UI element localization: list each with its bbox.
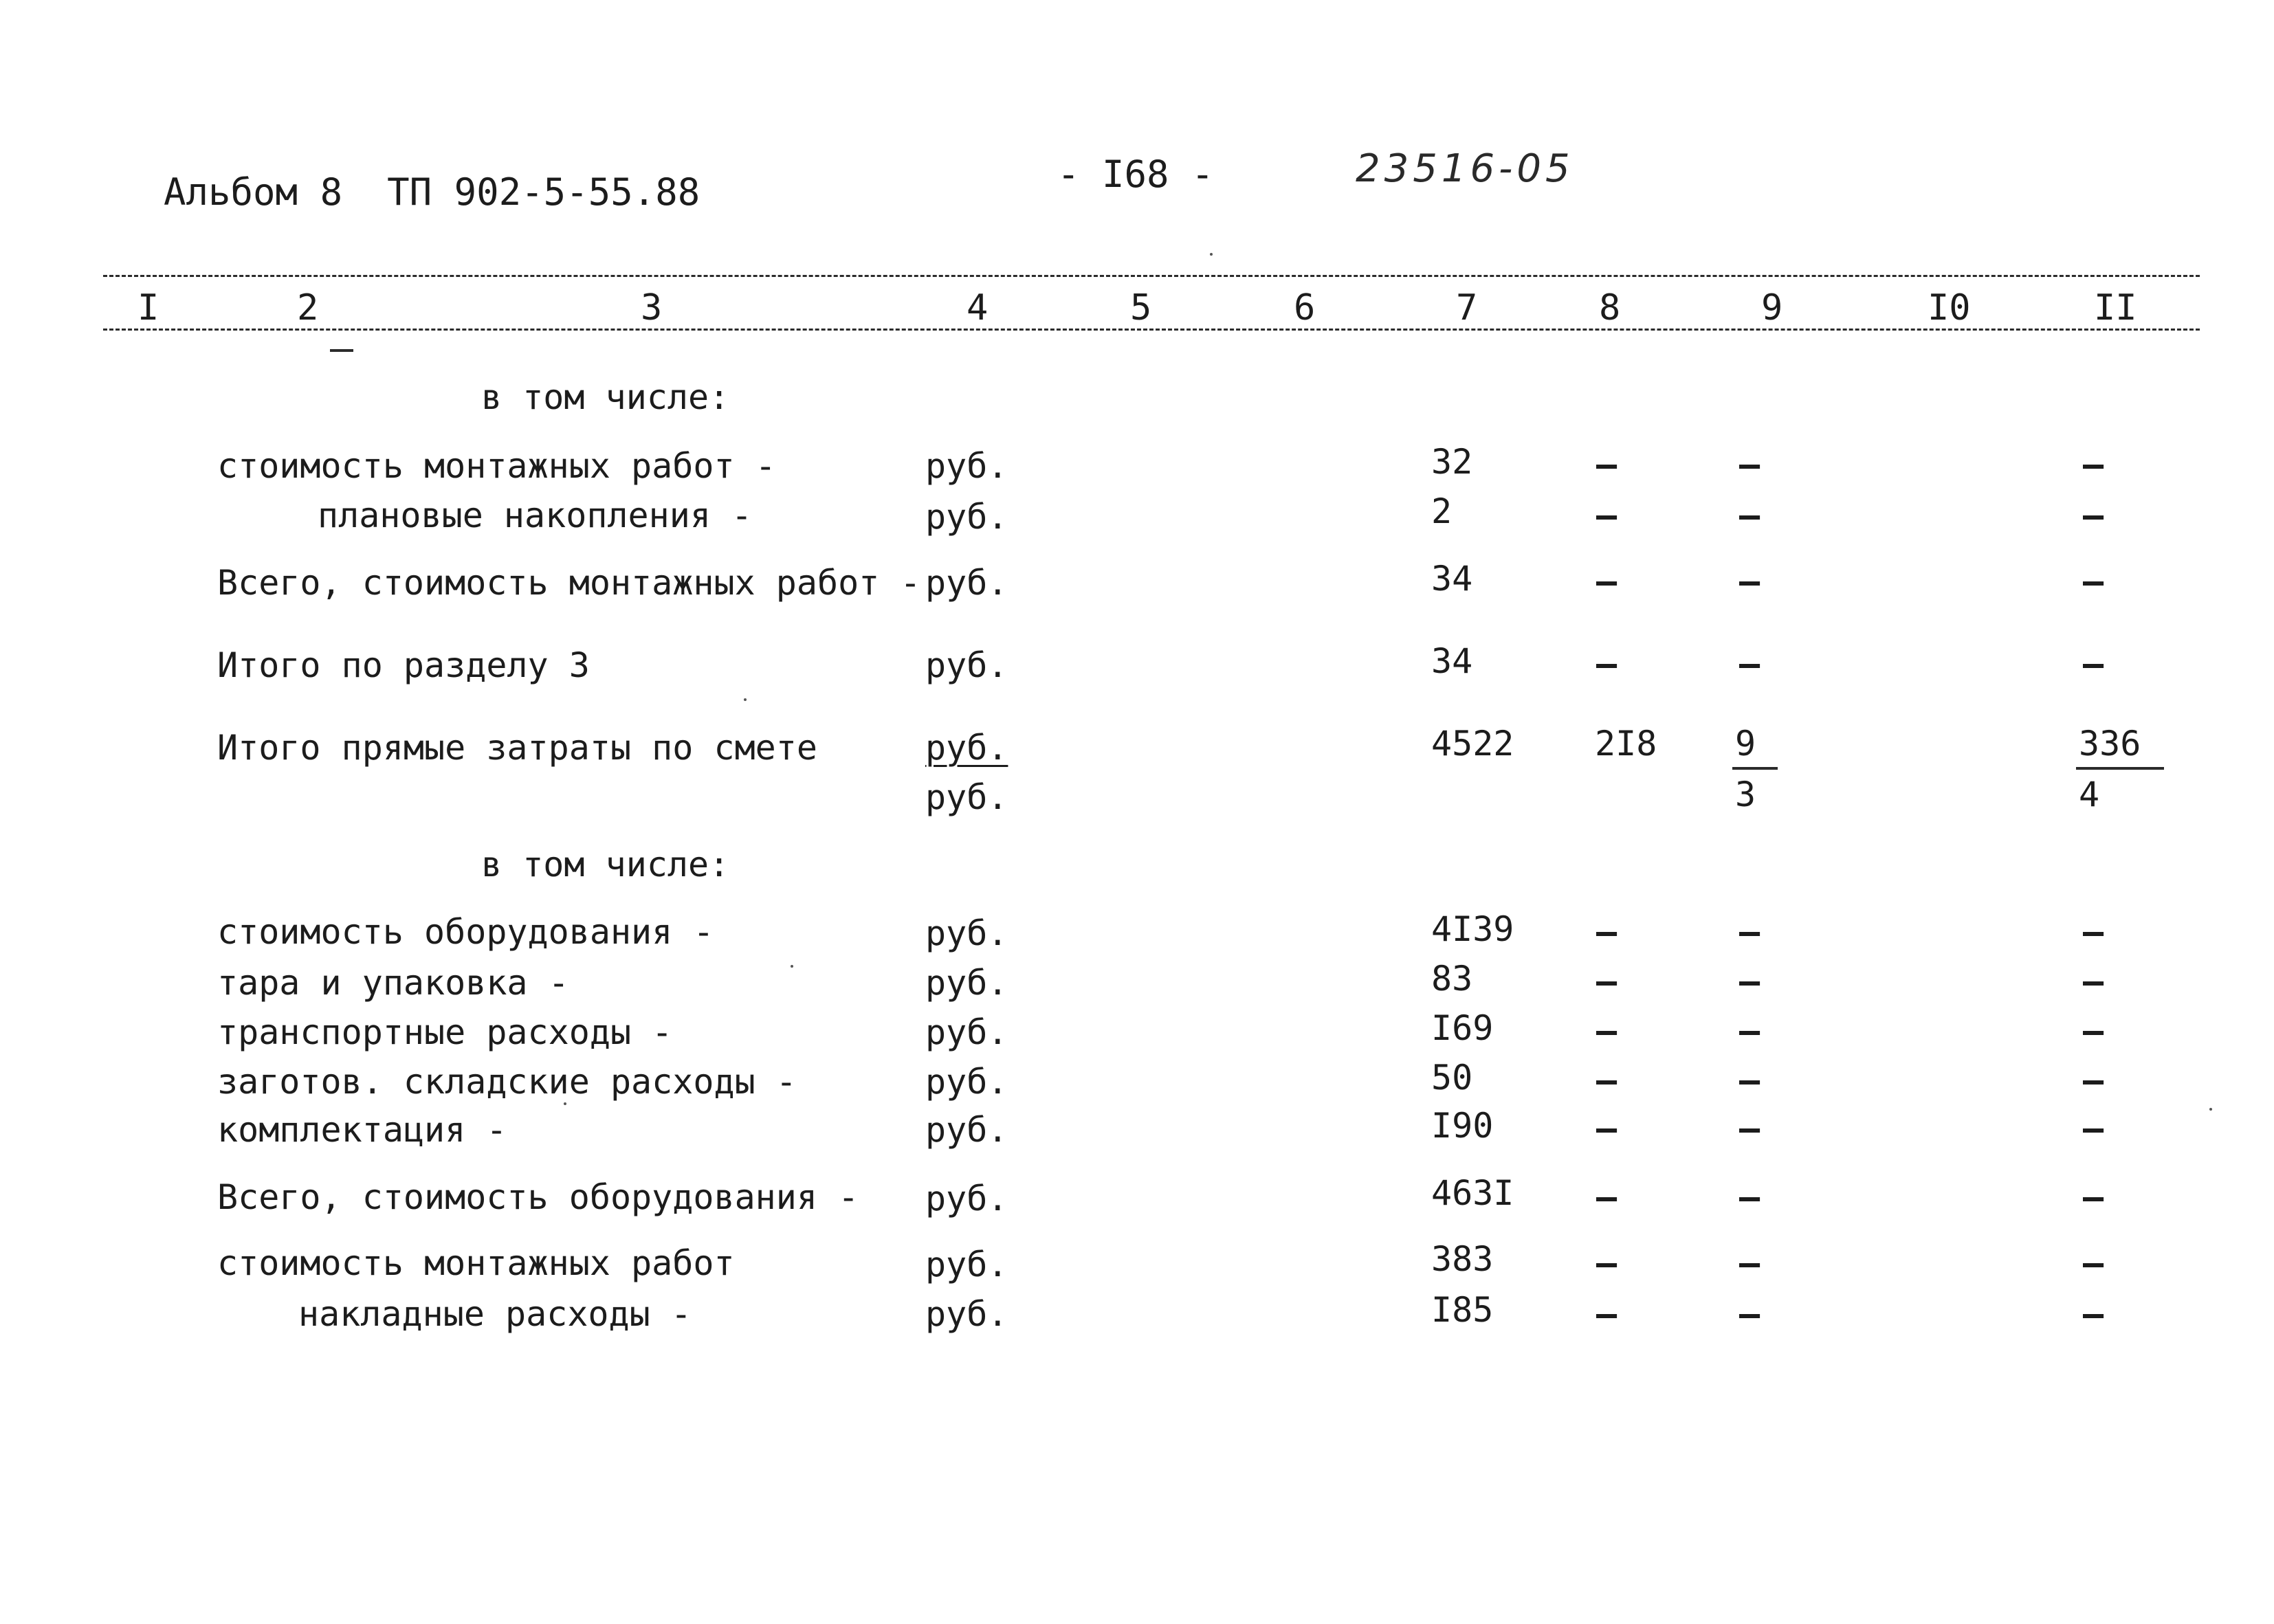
column-8-value: – (1596, 1294, 1618, 1334)
album-reference: Альбом 8 ТП 902-5-55.88 (164, 170, 700, 214)
row-label: стоимость оборудования - (217, 912, 714, 952)
scan-speck (744, 698, 747, 701)
column-9-value: – (1739, 961, 1760, 1001)
column-9-value: – (1739, 1011, 1760, 1051)
row-label: комплектация - (217, 1110, 507, 1150)
column-11-value: – (2083, 1109, 2104, 1148)
column-9-value: – (1739, 644, 1760, 684)
column-8-value: – (1596, 1243, 1618, 1283)
column-number-9: 9 (1761, 287, 1783, 329)
row-label: Итого по разделу 3 (217, 645, 590, 685)
column-8-value: 2I8 (1595, 724, 1657, 764)
column-number-4: 4 (967, 287, 989, 329)
row-label: стоимость монтажных работ - (217, 446, 776, 486)
page-number: - I68 - (1057, 153, 1214, 196)
column-11-value: – (2083, 1011, 2104, 1051)
column-8-value: – (1596, 1177, 1618, 1217)
unit-cell: руб. (925, 1245, 1008, 1284)
column-7-value: 32 (1431, 442, 1473, 482)
column-9-value: – (1739, 561, 1760, 601)
column-9-value: – (1739, 496, 1760, 535)
handwritten-document-code: 23516-05 (1356, 146, 1574, 191)
column-11-value: – (2083, 1243, 2104, 1283)
unit-cell: руб. (925, 1179, 1008, 1219)
unit-cell: руб. (925, 563, 1008, 603)
scan-speck (564, 1102, 566, 1105)
row-label: Всего, стоимость оборудования - (217, 1177, 859, 1217)
column-11-value: – (2083, 961, 2104, 1001)
row-label: Итого прямые затраты по смете (217, 728, 817, 768)
pen-mark (330, 349, 353, 352)
column-7-value: 34 (1431, 559, 1473, 599)
row-label: Всего, стоимость монтажных работ - (217, 563, 921, 603)
unit-cell: руб. (925, 497, 1008, 537)
column-8-value: – (1596, 445, 1618, 485)
column-number-1: I (137, 287, 159, 329)
scan-speck (1210, 253, 1213, 256)
column-9-value: – (1739, 912, 1760, 952)
column-7-value: I85 (1431, 1290, 1494, 1330)
column-number-8: 8 (1599, 287, 1621, 329)
unit-cell: руб. (925, 1062, 1008, 1102)
column-7-value: 2 (1431, 491, 1453, 531)
column-9-value: – (1739, 445, 1760, 485)
row-label: плановые накопления - (318, 496, 753, 535)
column-8-value: – (1596, 1011, 1618, 1051)
column-number-7: 7 (1456, 287, 1478, 329)
column-7-value: 4522 (1431, 724, 1514, 764)
column-8-value: – (1596, 1109, 1618, 1148)
column-11-value: – (2083, 644, 2104, 684)
column-7-value: 383 (1431, 1239, 1494, 1279)
row-label: транспортные расходы - (217, 1012, 673, 1052)
column-11-value-lower: 4 (2079, 775, 2100, 814)
unit-cell-lower: руб. (925, 777, 1008, 817)
row-label: стоимость монтажных работ (217, 1243, 735, 1283)
unit-cell: руб. (925, 446, 1008, 486)
column-number-10: I0 (1928, 287, 1971, 329)
column-7-value: I69 (1431, 1008, 1494, 1048)
column-9-value-upper: 9 (1735, 724, 1756, 764)
column-8-value: – (1596, 644, 1618, 684)
column-9-value: – (1739, 1109, 1760, 1148)
row-label: тара и упаковка - (217, 963, 569, 1003)
column-11-value: – (2083, 1294, 2104, 1334)
column-8-value: – (1596, 912, 1618, 952)
column-9-value: – (1739, 1060, 1760, 1100)
column-7-value: 4I39 (1431, 909, 1514, 949)
column-9-value-lower: 3 (1735, 775, 1756, 814)
column-9-value: – (1739, 1294, 1760, 1334)
column-8-value: – (1596, 561, 1618, 601)
unit-cell: руб. (925, 913, 1008, 953)
unit-cell: руб. (925, 645, 1008, 685)
column-number-6: 6 (1294, 287, 1316, 329)
column-7-value: 50 (1431, 1058, 1473, 1098)
table-top-rule (103, 275, 2200, 277)
row-label: накладные расходы - (298, 1294, 692, 1334)
fraction-bar (2076, 767, 2164, 770)
column-8-value: – (1596, 961, 1618, 1001)
scan-speck (2209, 1108, 2212, 1111)
row-label: заготов. складские расходы - (217, 1062, 797, 1102)
column-7-value: I90 (1431, 1106, 1494, 1146)
subheading-including: в том числе: (481, 845, 730, 885)
unit-cell: руб. (925, 963, 1008, 1003)
table-header-bottom-rule (103, 329, 2200, 331)
column-7-value: 83 (1431, 959, 1473, 999)
column-8-value: – (1596, 1060, 1618, 1100)
column-11-value: – (2083, 561, 2104, 601)
fraction-bar (1732, 767, 1778, 770)
column-11-value: – (2083, 1060, 2104, 1100)
column-number-2: 2 (297, 287, 319, 329)
column-11-value: – (2083, 912, 2104, 952)
column-9-value: – (1739, 1177, 1760, 1217)
column-number-3: 3 (641, 287, 663, 329)
scan-speck (791, 965, 793, 968)
unit-cell: руб. (925, 1110, 1008, 1150)
column-number-11: II (2094, 287, 2137, 329)
subheading-including: в том числе: (481, 377, 730, 417)
column-8-value: – (1596, 496, 1618, 535)
column-11-value-upper: 336 (2079, 724, 2141, 764)
column-7-value: 463I (1431, 1173, 1514, 1213)
unit-cell: руб. (925, 1012, 1008, 1052)
column-9-value: – (1739, 1243, 1760, 1283)
unit-cell-upper: руб. (925, 728, 1008, 768)
column-11-value: – (2083, 445, 2104, 485)
column-7-value: 34 (1431, 641, 1473, 681)
column-11-value: – (2083, 496, 2104, 535)
column-number-5: 5 (1130, 287, 1152, 329)
column-11-value: – (2083, 1177, 2104, 1217)
unit-cell: руб. (925, 1294, 1008, 1334)
